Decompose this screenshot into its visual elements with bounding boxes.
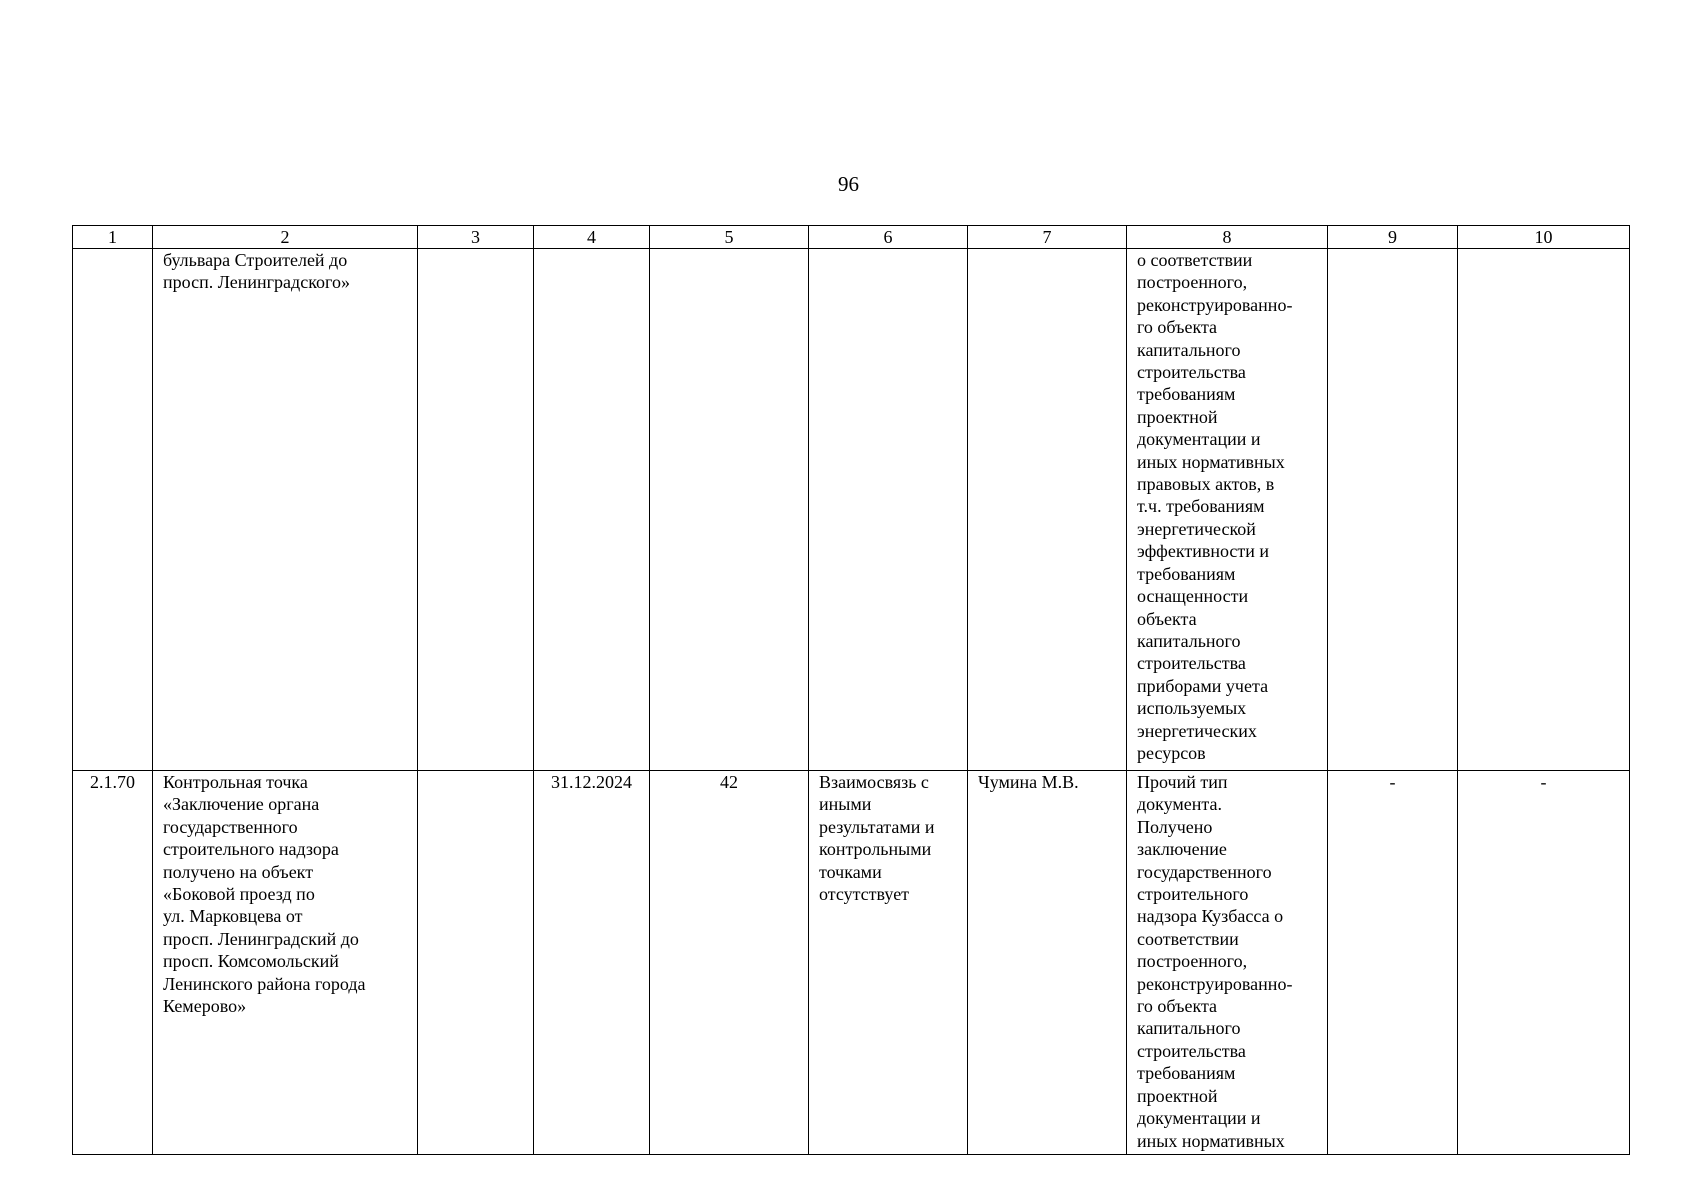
page-number: 96 [838, 172, 859, 196]
cell-responsible: Чумина М.В. [968, 771, 1127, 1155]
cell-col3 [418, 771, 534, 1155]
cell-document: о соответствии построенного, реконструированно- го объекта капитального строительства требованиям проектной документации и иных нормативных правовых актов, в т.ч. требованиям энергетической эффективности и требованиям оснащенности объекта капитального строительства приборами учета используемых энергетических ресурсов [1127, 249, 1328, 771]
column-header-2: 2 [153, 226, 418, 249]
column-header-6: 6 [809, 226, 968, 249]
cell-responsible [968, 249, 1127, 771]
cell-document: Прочий тип документа. Получено заключение государственного строительного надзора Кузбасса о соответствии построенного, реконструированно- го объекта капитального строительства требованиям проектной документации и иных нормативных [1127, 771, 1328, 1155]
cell-date: 31.12.2024 [534, 771, 650, 1155]
cell-name: Контрольная точка «Заключение органа государственного строительного надзора получено на объект «Боковой проезд по ул. Марковцева от просп. Ленинградский до просп. Комсомольский Ленинского района города Кемерово» [153, 771, 418, 1155]
cell-col5: 42 [650, 771, 809, 1155]
column-header-8: 8 [1127, 226, 1328, 249]
cell-name: бульвара Строителей до просп. Ленинградского» [153, 249, 418, 771]
column-header-3: 3 [418, 226, 534, 249]
cell-col5 [650, 249, 809, 771]
column-header-9: 9 [1328, 226, 1458, 249]
table-row [73, 771, 1630, 1155]
cell-col10 [1458, 249, 1630, 771]
cell-col9: - [1328, 771, 1458, 1155]
cell-relation: Взаимосвязь с иными результатами и контрольными точками отсутствует [809, 771, 968, 1155]
cell-date [534, 249, 650, 771]
column-header-10: 10 [1458, 226, 1630, 249]
column-header-5: 5 [650, 226, 809, 249]
table-header-row [73, 226, 1630, 249]
column-header-1: 1 [73, 226, 153, 249]
cell-col9 [1328, 249, 1458, 771]
column-header-7: 7 [968, 226, 1127, 249]
column-header-4: 4 [534, 226, 650, 249]
data-table [72, 225, 1630, 1155]
table-row [73, 249, 1630, 771]
cell-col3 [418, 249, 534, 771]
cell-number: 2.1.70 [73, 771, 153, 1155]
cell-number [73, 249, 153, 771]
cell-col10: - [1458, 771, 1630, 1155]
cell-relation [809, 249, 968, 771]
